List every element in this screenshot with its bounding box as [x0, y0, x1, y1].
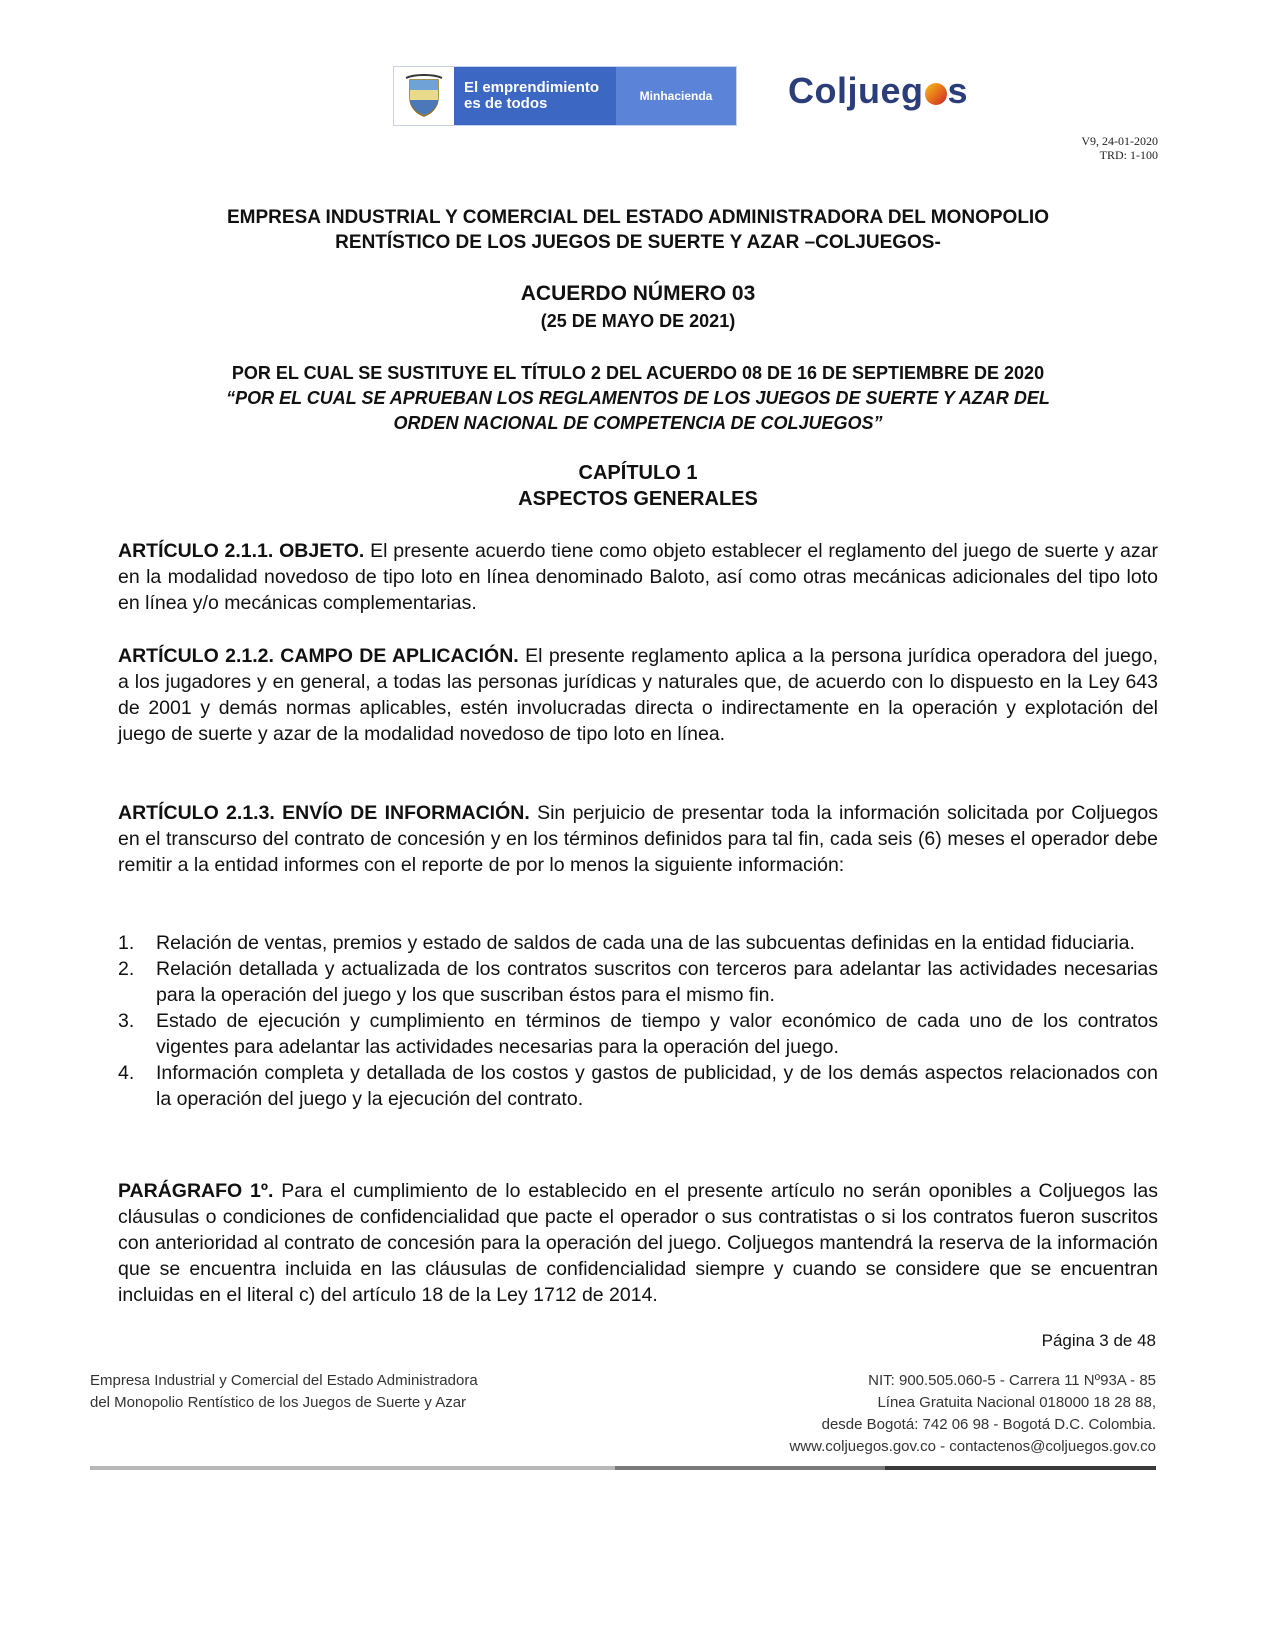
- divider-segment-light: [90, 1466, 615, 1470]
- list-item: [118, 1008, 1158, 1060]
- list-item-text: Información completa y detallada de los costos y gastos de publicidad, y de los demás aspectos relacionados con la operación del juego y la ejecución del contrato.: [156, 1062, 1158, 1110]
- organization-line-1: EMPRESA INDUSTRIAL Y COMERCIAL DEL ESTADO ADMINISTRADORA DEL MONOPOLIO: [227, 207, 1049, 228]
- article-envio-informacion: [118, 800, 1158, 878]
- page-number: Página 3 de 48: [1041, 1331, 1156, 1350]
- paragrafo-text: Para el cumplimiento de lo establecido en el presente artículo no serán oponibles a Coljuegos las cláusulas o condiciones de confidencialidad que pacte el operador o sus contratistas o si los contratos fueron suscritos con anterioridad al contrato de concesión para la operación del juego. Coljuegos mantendrá la reserva de la información que se encuentra incluida en las cláusulas de confidencialidad siempre y cuando se considere que se encuentran incluidas en el literal c) del artículo 18 de la Ley 1712 de 2014.: [118, 1180, 1158, 1306]
- footer-phone-bogota: desde Bogotá: 742 06 98 - Bogotá D.C. Colombia.: [821, 1416, 1156, 1433]
- chapter-number: CAPÍTULO 1: [578, 462, 698, 484]
- agreement-subject: [118, 361, 1158, 436]
- trd-code: TRD: 1-100: [1099, 148, 1158, 162]
- footer-address: NIT: 900.505.060-5 - Carrera 11 Nº93A - 85: [868, 1372, 1156, 1389]
- organization-title: [118, 205, 1158, 255]
- logo-slogan-line2: es de todos: [464, 95, 548, 112]
- list-item: [118, 1060, 1158, 1112]
- list-item-number: 1.: [118, 932, 135, 954]
- article-campo-aplicacion: [118, 643, 1158, 747]
- article-objeto: [118, 538, 1158, 616]
- version-code: V9, 24-01-2020: [1081, 134, 1158, 148]
- chapter-name: ASPECTOS GENERALES: [518, 488, 758, 510]
- footer-left-line-2: del Monopolio Rentístico de los Juegos de Suerte y Azar: [90, 1394, 467, 1411]
- list-item-number: 4.: [118, 1062, 135, 1084]
- list-item-text: Relación de ventas, premios y estado de saldos de cada una de las subcuentas definidas en la entidad fiduciaria.: [156, 932, 1135, 954]
- logo-slogan: [454, 67, 616, 125]
- article-text: El presente acuerdo tiene como objeto establecer el reglamento del juego de suerte y azar en la modalidad novedoso de tipo loto en línea denominado Baloto, así como otras mecánicas adicionales del tipo loto en línea y/o mecánicas complementarias.: [118, 540, 1158, 614]
- version-block: [1081, 134, 1158, 162]
- list-item: [118, 930, 1158, 956]
- footer-contact: [789, 1370, 1156, 1458]
- footer-organization: [90, 1370, 478, 1414]
- list-item-text: Relación detallada y actualizada de los contratos suscritos con terceros para adelantar las actividades necesarias para la operación del juego y los que suscriban éstos para el mismo fin.: [156, 958, 1158, 1006]
- divider-segment-mid: [615, 1466, 885, 1470]
- footer-web-email: www.coljuegos.gov.co - contactenos@coljuegos.gov.co: [789, 1438, 1156, 1455]
- paragrafo-heading: PARÁGRAFO 1º.: [118, 1180, 274, 1202]
- article-heading: ARTÍCULO 2.1.2. CAMPO DE APLICACIÓN.: [118, 645, 519, 667]
- information-list: [118, 930, 1158, 1112]
- subject-line-1: POR EL CUAL SE SUSTITUYE EL TÍTULO 2 DEL ACUERDO 08 DE 16 DE SEPTIEMBRE DE 2020: [231, 363, 1045, 383]
- subject-line-3: ORDEN NACIONAL DE COMPETENCIA DE COLJUEGOS”: [393, 413, 883, 433]
- organization-line-2: RENTÍSTICO DE LOS JUEGOS DE SUERTE Y AZAR –COLJUEGOS-: [335, 232, 941, 253]
- article-heading: ARTÍCULO 2.1.1. OBJETO.: [118, 540, 365, 562]
- footer-phone-national: Línea Gratuita Nacional 018000 18 28 88,: [877, 1394, 1156, 1411]
- article-text: Sin perjuicio de presentar toda la información solicitada por Coljuegos en el transcurso del contrato de concesión y en los términos definidos para tal fin, cada seis (6) meses el operador debe remitir a la entidad informes con el reporte de por lo menos la siguiente información:: [118, 802, 1158, 876]
- footer-left-line-1: Empresa Industrial y Comercial del Estado Administradora: [90, 1372, 478, 1389]
- list-item: [118, 956, 1158, 1008]
- list-item-number: 2.: [118, 958, 135, 980]
- subject-line-2: “POR EL CUAL SE APRUEBAN LOS REGLAMENTOS DE LOS JUEGOS DE SUERTE Y AZAR DEL: [226, 388, 1050, 408]
- chapter-heading: [118, 460, 1158, 512]
- article-heading: ARTÍCULO 2.1.3. ENVÍO DE INFORMACIÓN.: [118, 802, 530, 824]
- list-item-number: 3.: [118, 1010, 135, 1032]
- brand-text-end: s: [947, 70, 969, 111]
- agreement-date: (25 DE MAYO DE 2021): [540, 311, 736, 331]
- brand-text-start: Coljueg: [788, 70, 924, 111]
- article-text: El presente reglamento aplica a la persona jurídica operadora del juego, a los jugadores y en general, a todas las personas jurídicas y naturales que, de acuerdo con lo dispuesto en la Ley 643 de 2001 y demás normas aplicables, estén involucradas directa o indirectamente en la operación y explotación del juego de suerte y azar de la modalidad novedoso de tipo loto en línea.: [118, 645, 1158, 745]
- coat-of-arms-icon: [394, 67, 454, 125]
- paragrafo-1: [118, 1178, 1158, 1308]
- logo-slogan-line1: El emprendimiento: [464, 79, 600, 96]
- footer-divider: [90, 1466, 1156, 1470]
- agreement-number: ACUERDO NÚMERO 03: [520, 282, 756, 305]
- divider-segment-dark: [885, 1466, 1156, 1470]
- coljuegos-logo: [788, 70, 968, 112]
- brand-dot-icon: [925, 83, 947, 105]
- list-item-text: Estado de ejecución y cumplimiento en términos de tiempo y valor económico de cada uno de los contratos vigentes para adelantar las actividades necesarias para la operación del juego.: [156, 1010, 1158, 1058]
- government-logo: [393, 66, 737, 126]
- logo-ministry: Minhacienda: [616, 67, 736, 125]
